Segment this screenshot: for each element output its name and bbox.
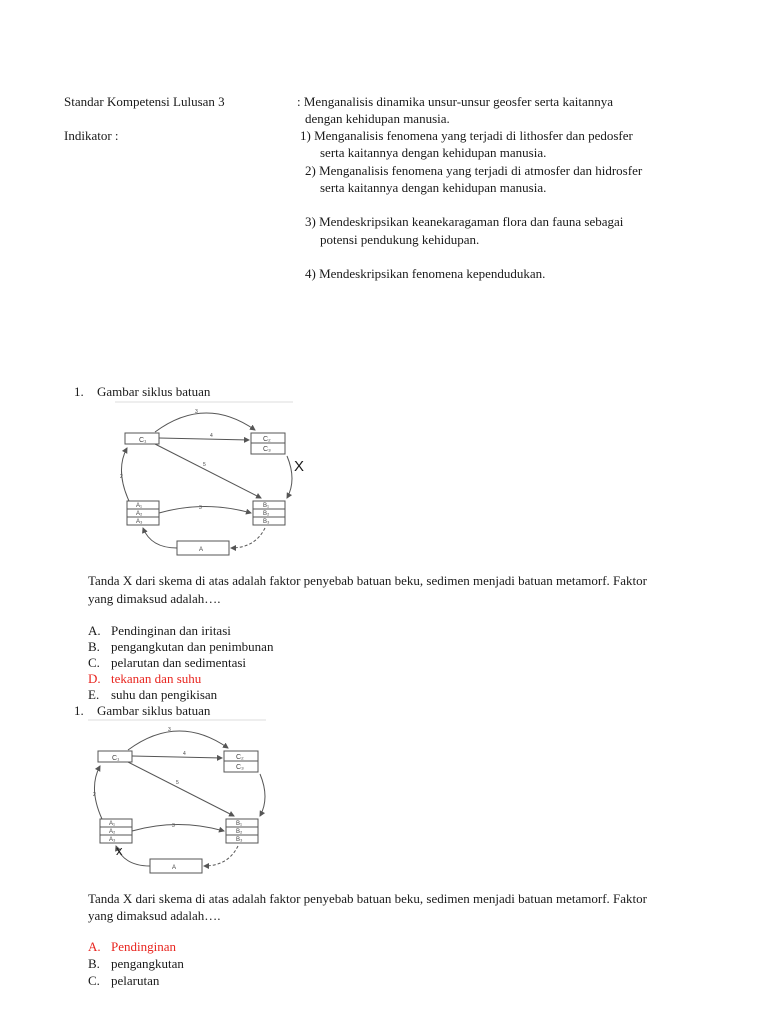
svg-text:A: A bbox=[199, 547, 204, 553]
svg-text:A₃: A₃ bbox=[136, 519, 143, 525]
box-a bbox=[127, 501, 159, 525]
box-a bbox=[100, 819, 132, 843]
svg-text:C₁: C₁ bbox=[112, 755, 120, 762]
svg-text:3: 3 bbox=[172, 823, 175, 829]
indicator-1-line1: 1) Menganalisis fenomena yang terjadi di lithosfer dan pedosfer bbox=[300, 128, 633, 143]
svg-text:B₂: B₂ bbox=[263, 511, 270, 517]
svg-text:A₃: A₃ bbox=[109, 837, 116, 843]
option-a-answer: A. Pendinginan bbox=[88, 939, 176, 954]
indicator-3-line2: potensi pendukung kehidupan. bbox=[320, 232, 480, 247]
svg-text:B₃: B₃ bbox=[263, 519, 270, 525]
svg-text:A₂: A₂ bbox=[109, 829, 116, 835]
skl-text-line2: dengan kehidupan manusia. bbox=[305, 111, 450, 126]
indicator-3-line1: 3) Mendeskripsikan keanekaragaman flora dan fauna sebagai bbox=[305, 214, 624, 229]
indicator-2-line1: 2) Menganalisis fenomena yang terjadi di atmosfer dan hidrosfer bbox=[305, 163, 643, 178]
marker-x-2: x bbox=[116, 843, 123, 858]
skl-label: Standar Kompetensi Lulusan 3 bbox=[64, 94, 225, 109]
option-d-answer: D. tekanan dan suhu bbox=[88, 671, 202, 686]
svg-text:2: 2 bbox=[120, 474, 123, 480]
svg-text:4: 4 bbox=[210, 433, 213, 439]
svg-text:4: 4 bbox=[183, 751, 186, 757]
svg-text:A₁: A₁ bbox=[109, 821, 116, 827]
option-c: C. pelarutan bbox=[88, 973, 160, 988]
question-1-text-line2: yang dimaksud adalah…. bbox=[88, 591, 221, 606]
question-1-number: 1. bbox=[74, 384, 84, 399]
svg-text:C₁: C₁ bbox=[139, 437, 147, 444]
question-2-number: 1. bbox=[74, 703, 84, 718]
svg-text:C₂: C₂ bbox=[236, 754, 244, 761]
question-2-text-line1: Tanda X dari skema di atas adalah faktor penyebab batuan beku, sedimen menjadi batuan metamorf. Faktor bbox=[88, 891, 647, 906]
svg-text:C₂: C₂ bbox=[263, 436, 271, 443]
rock-cycle-diagram-2 bbox=[88, 718, 268, 878]
svg-text:5: 5 bbox=[203, 462, 206, 468]
question-1-title: Gambar siklus batuan bbox=[97, 384, 211, 399]
option-c: C. pelarutan dan sedimentasi bbox=[88, 655, 247, 670]
svg-text:B₁: B₁ bbox=[263, 503, 270, 509]
question-1-text-line1: Tanda X dari skema di atas adalah faktor penyebab batuan beku, sedimen menjadi batuan metamorf. Faktor bbox=[88, 573, 647, 588]
svg-text:B₂: B₂ bbox=[236, 829, 243, 835]
svg-text:A₁: A₁ bbox=[136, 503, 143, 509]
indicator-2-line2: serta kaitannya dengan kehidupan manusia. bbox=[320, 180, 547, 195]
option-a: A. Pendinginan dan iritasi bbox=[88, 623, 231, 638]
indicator-4-line1: 4) Mendeskripsikan fenomena kependudukan. bbox=[305, 266, 546, 281]
svg-text:5: 5 bbox=[176, 780, 179, 786]
indicator-label: Indikator : bbox=[64, 128, 119, 143]
svg-text:2: 2 bbox=[93, 792, 96, 798]
indicator-1-line2: serta kaitannya dengan kehidupan manusia. bbox=[320, 145, 547, 160]
rock-cycle-diagram-1 bbox=[115, 400, 295, 560]
option-b: B. pengangkutan dan penimbunan bbox=[88, 639, 274, 654]
question-2-text-line2: yang dimaksud adalah…. bbox=[88, 908, 221, 923]
option-e: E. suhu dan pengikisan bbox=[88, 687, 218, 702]
svg-text:C₃: C₃ bbox=[236, 764, 244, 771]
svg-text:B₃: B₃ bbox=[236, 837, 243, 843]
svg-text:3: 3 bbox=[168, 727, 171, 733]
svg-text:A₂: A₂ bbox=[136, 511, 143, 517]
skl-text-line1: : Menganalisis dinamika unsur-unsur geosfer serta kaitannya bbox=[297, 94, 613, 109]
marker-x-1: X bbox=[294, 458, 305, 475]
svg-text:A: A bbox=[172, 865, 177, 871]
question-2-title: Gambar siklus batuan bbox=[97, 703, 211, 718]
option-b: B. pengangkutan bbox=[88, 956, 184, 971]
svg-text:3: 3 bbox=[199, 505, 202, 511]
svg-text:B₁: B₁ bbox=[236, 821, 243, 827]
svg-text:3: 3 bbox=[195, 409, 198, 415]
svg-text:C₃: C₃ bbox=[263, 446, 271, 453]
